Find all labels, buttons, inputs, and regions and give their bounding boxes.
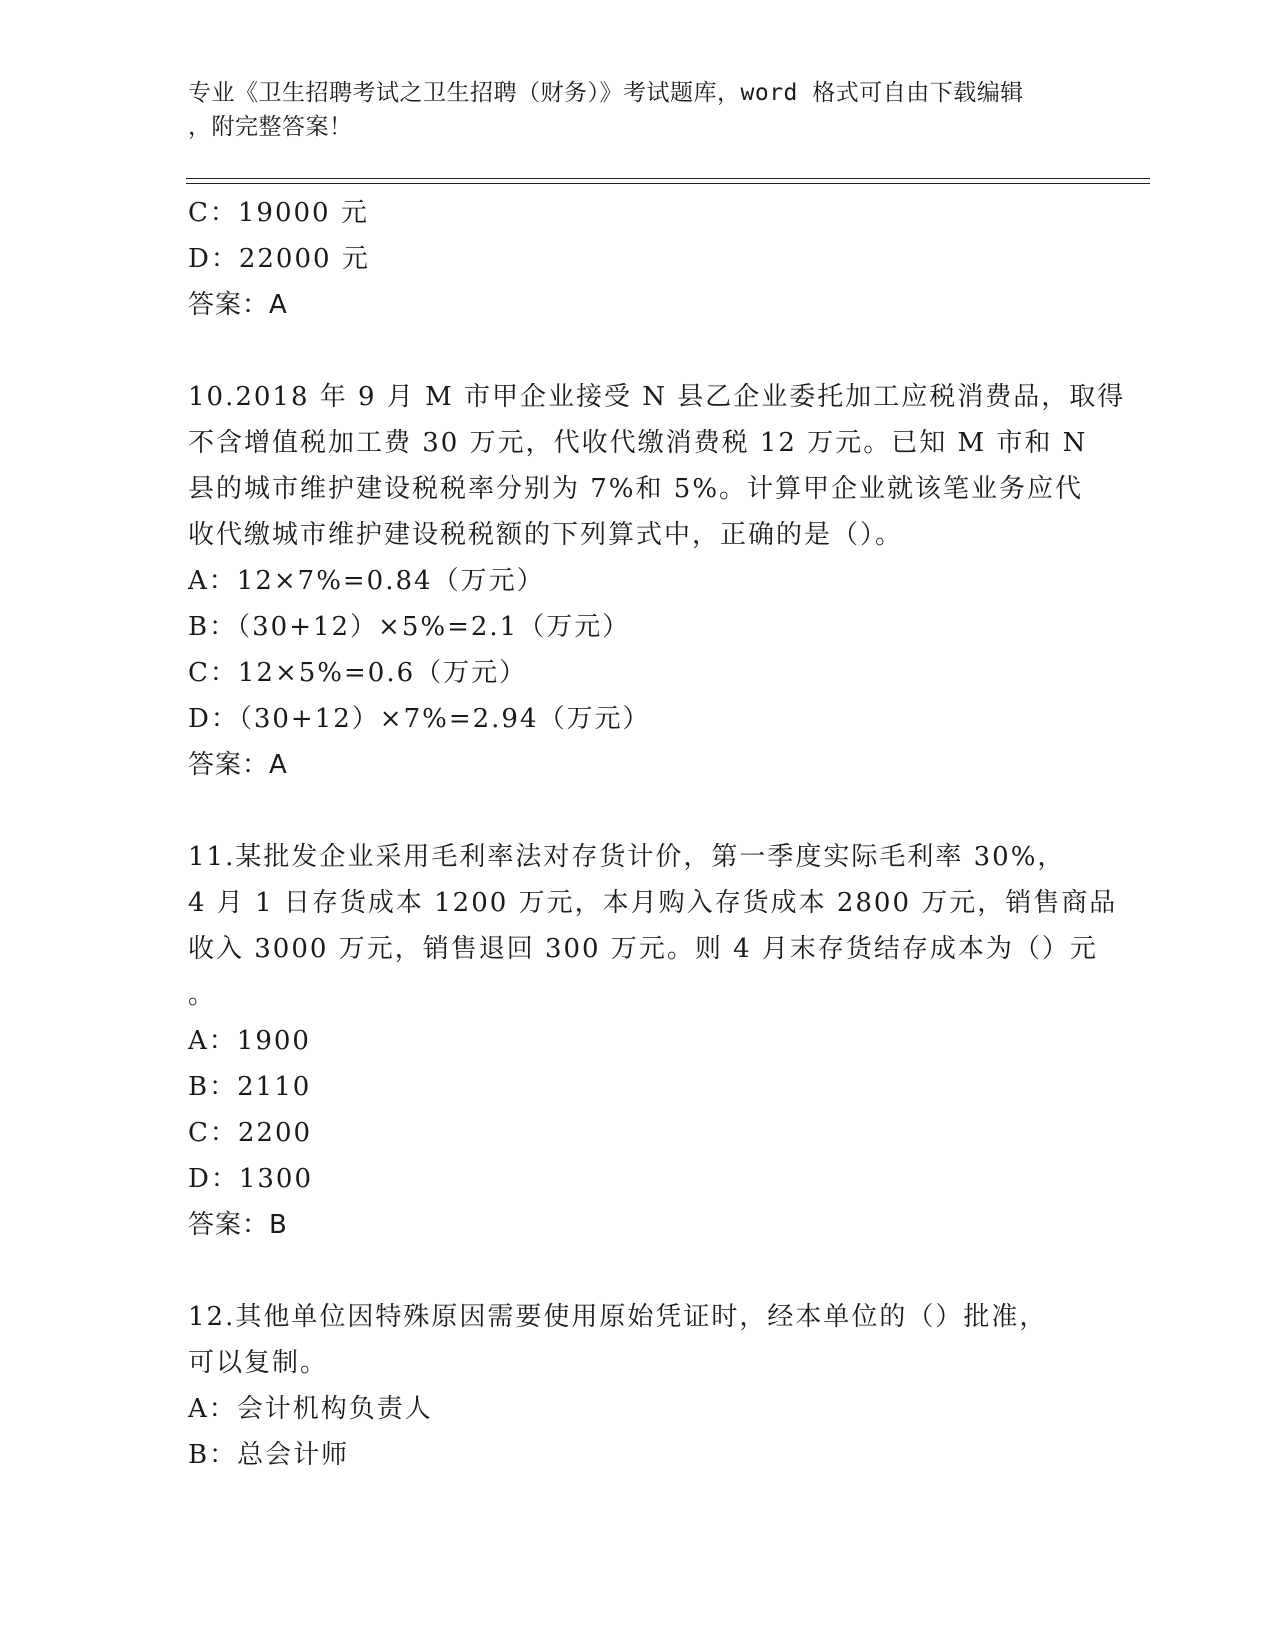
question-stem-line: 。 xyxy=(188,980,217,1010)
question-stem-line: 11.某批发企业采用毛利率法对存货计价，第一季度实际毛利率 30%， xyxy=(188,842,1066,872)
question-stem-line: 12.其他单位因特殊原因需要使用原始凭证时，经本单位的（）批准， xyxy=(188,1302,1048,1332)
option-b: B：2110 xyxy=(188,1072,312,1102)
answer-line: 答案：A xyxy=(188,290,288,320)
option-d: D：（30+12）×7%=2.94（万元） xyxy=(188,704,651,734)
option-c: C：19000 元 xyxy=(188,198,369,228)
question-11 xyxy=(188,834,1118,1248)
question-stem-line: 不含增值税加工费 30 万元，代收代缴消费税 12 万元。已知 M 市和 N xyxy=(188,428,1088,458)
answer-line: 答案：A xyxy=(188,750,288,780)
option-d: D：1300 xyxy=(188,1164,314,1194)
option-a: A：1900 xyxy=(188,1026,311,1056)
option-b: B：总会计师 xyxy=(188,1440,350,1470)
question-12 xyxy=(188,1294,1088,1478)
answer-line: 答案：B xyxy=(188,1210,288,1240)
option-d: D：22000 元 xyxy=(188,244,370,274)
question-9-tail xyxy=(188,190,1088,328)
question-stem-line: 收入 3000 万元，销售退回 300 万元。则 4 月末存货结存成本为（）元 xyxy=(188,934,1098,964)
question-stem-line: 收代缴城市维护建设税税额的下列算式中，正确的是（）。 xyxy=(188,520,904,550)
header-divider-bottom xyxy=(186,183,1150,184)
document-body xyxy=(188,190,1126,1478)
header-line-1: 专业《卫生招聘考试之卫生招聘（财务）》考试题库，word 格式可自由下载编辑 xyxy=(188,80,1024,106)
option-b: B：（30+12）×5%=2.1（万元） xyxy=(188,612,631,642)
question-stem-line: 县的城市维护建设税税率分别为 7%和 5%。计算甲企业就该笔业务应代 xyxy=(188,474,1084,504)
option-c: C：2200 xyxy=(188,1118,313,1148)
question-10 xyxy=(188,374,1126,788)
option-a: A：会计机构负责人 xyxy=(188,1394,433,1424)
question-stem-line: 10.2018 年 9 月 M 市甲企业接受 N 县乙企业委托加工应税消费品，取得 xyxy=(188,382,1126,412)
option-c: C：12×5%=0.6（万元） xyxy=(188,658,528,688)
document-header xyxy=(188,76,1088,144)
option-a: A：12×7%=0.84（万元） xyxy=(188,566,545,596)
question-stem-line: 4 月 1 日存货成本 1200 万元，本月购入存货成本 2800 万元，销售商品 xyxy=(188,888,1118,918)
question-stem-line: 可以复制。 xyxy=(188,1348,329,1378)
header-divider-top xyxy=(186,178,1150,179)
header-line-2: ，附完整答案！ xyxy=(188,114,353,140)
